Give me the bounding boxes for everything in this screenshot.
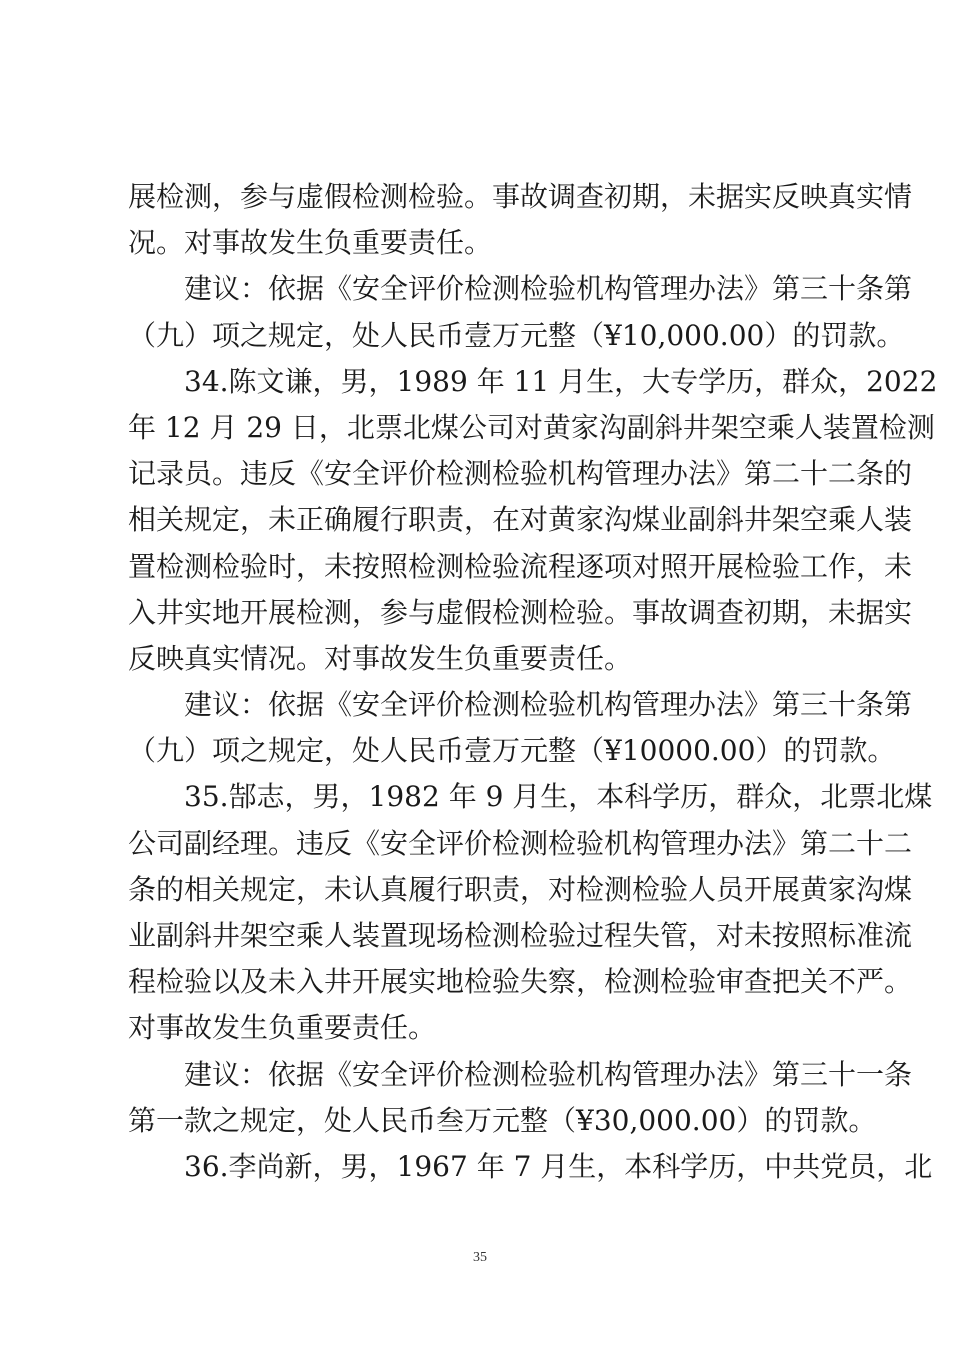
text-line: 展检测，参与虚假检测检验。事故调查初期，未据实反映真实情 bbox=[128, 180, 913, 213]
text-line: （九）项之规定，处人民币壹万元整（¥10000.00）的罚款。 bbox=[128, 734, 896, 768]
text-line: 34.陈文谦，男，1989 年 11 月生，大专学历，群众，2022 bbox=[184, 364, 938, 398]
text-line: 入井实地开展检测，参与虚假检测检验。事故调查初期，未据实 bbox=[128, 595, 913, 629]
text-line: 建议：依据《安全评价检测检验机构管理办法》第三十条第 bbox=[184, 272, 913, 306]
page-number: 35 bbox=[473, 1250, 487, 1265]
paragraph-continuation bbox=[128, 174, 913, 266]
document-page-body bbox=[128, 174, 938, 1190]
text-line: 35.郜志，男，1982 年 9 月生，本科学历，群众，北票北煤 bbox=[184, 780, 933, 814]
text-line: 年 12 月 29 日，北票北煤公司对黄家沟副斜井架空乘人装置检测 bbox=[128, 410, 935, 444]
text-line: 条的相关规定，未认真履行职责，对检测检验人员开展黄家沟煤 bbox=[128, 872, 913, 906]
text-line: 况。对事故发生负重要责任。 bbox=[128, 226, 493, 260]
paragraph-person-34 bbox=[128, 359, 938, 682]
text-line: 第一款之规定，处人民币叁万元整（¥30,000.00）的罚款。 bbox=[128, 1103, 877, 1137]
paragraph-person-36 bbox=[128, 1144, 933, 1190]
text-line: 建议：依据《安全评价检测检验机构管理办法》第三十一条 bbox=[184, 1057, 913, 1091]
text-line: 对事故发生负重要责任。 bbox=[128, 1011, 437, 1045]
text-line: 程检验以及未入井开展实地检验失察，检测检验审查把关不严。 bbox=[128, 965, 913, 999]
text-line: 建议：依据《安全评价检测检验机构管理办法》第三十条第 bbox=[184, 688, 913, 722]
text-line: 置检测检验时，未按照检测检验流程逐项对照开展检验工作，未 bbox=[128, 549, 913, 583]
paragraph-suggestion-34 bbox=[128, 682, 913, 774]
paragraph-person-35 bbox=[128, 774, 933, 1051]
text-line: （九）项之规定，处人民币壹万元整（¥10,000.00）的罚款。 bbox=[128, 318, 905, 352]
text-line: 业副斜井架空乘人装置现场检测检验过程失管，对未按照标准流 bbox=[128, 919, 913, 952]
text-line: 公司副经理。违反《安全评价检测检验机构管理办法》第二十二 bbox=[128, 826, 913, 860]
text-line: 相关规定，未正确履行职责，在对黄家沟煤业副斜井架空乘人装 bbox=[128, 503, 913, 537]
text-line: 反映真实情况。对事故发生负重要责任。 bbox=[128, 641, 633, 675]
text-line: 记录员。违反《安全评价检测检验机构管理办法》第二十二条的 bbox=[128, 457, 913, 491]
paragraph-suggestion-35 bbox=[128, 1052, 913, 1144]
paragraph-suggestion-33 bbox=[128, 266, 913, 358]
text-line: 36.李尚新，男，1967 年 7 月生，本科学历，中共党员，北 bbox=[184, 1149, 933, 1183]
